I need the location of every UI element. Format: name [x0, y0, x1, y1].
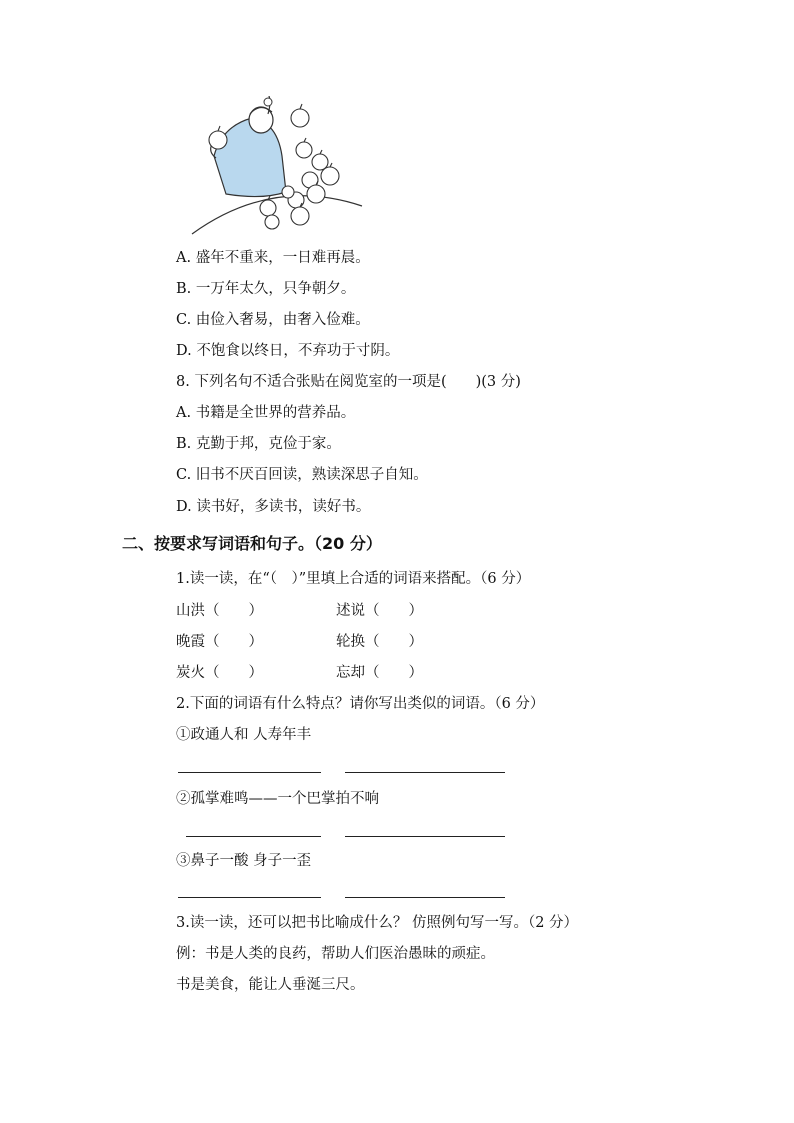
- s2-q3-example: 例：书是人类的良药，帮助人们医治愚昧的顽症。: [176, 946, 495, 962]
- s2-q1-left-2: 晚霞（ ）: [176, 634, 263, 650]
- answer-blank[interactable]: [345, 836, 505, 837]
- q8-option-d: D. 读书好，多读书，读好书。: [176, 499, 371, 515]
- s2-q2-item-1: ①政通人和 人寿年丰: [176, 727, 312, 743]
- answer-blank[interactable]: [178, 897, 321, 898]
- s2-q3-answer: 书是美食，能让人垂涎三尺。: [176, 977, 365, 993]
- answer-blank[interactable]: [345, 772, 505, 773]
- q7-option-c: C. 由俭入奢易，由奢入俭难。: [176, 312, 370, 328]
- s2-q2-stem: 2.下面的词语有什么特点？请你写出类似的词语。（6 分）: [176, 696, 545, 712]
- s2-q1-right-1: 述说（ ）: [336, 603, 423, 619]
- q7-option-a: A. 盛年不重来，一日难再晨。: [176, 250, 370, 266]
- s2-q1-left-1: 山洪（ ）: [176, 603, 263, 619]
- q8-option-a: A. 书籍是全世界的营养品。: [176, 405, 356, 421]
- man-with-apples-illustration: [182, 96, 372, 238]
- s2-q1-right-2: 轮换（ ）: [336, 634, 423, 650]
- s2-q3-stem: 3.读一读，还可以把书比喻成什么？ 仿照例句写一写。（2 分）: [176, 915, 579, 931]
- s2-q2-item-3: ③鼻子一酸 身子一歪: [176, 853, 312, 869]
- answer-blank[interactable]: [186, 836, 321, 837]
- q8-stem: 8. 下列名句不适合张贴在阅览室的一项是( )(3 分): [176, 374, 521, 390]
- q8-option-b: B. 克勤于邦，克俭于家。: [176, 436, 341, 452]
- q7-option-b: B. 一万年太久，只争朝夕。: [176, 281, 356, 297]
- s2-q2-item-2: ②孤掌难鸣——一个巴掌拍不响: [176, 791, 379, 807]
- s2-q1-right-3: 忘却（ ）: [336, 665, 423, 681]
- q8-option-c: C. 旧书不厌百回读，熟读深思子自知。: [176, 467, 428, 483]
- answer-blank[interactable]: [178, 772, 321, 773]
- section-2-title: 二、按要求写词语和句子。（20 分）: [122, 534, 382, 553]
- s2-q1-left-3: 炭火（ ）: [176, 665, 263, 681]
- answer-blank[interactable]: [345, 897, 505, 898]
- s2-q1-stem: 1.读一读，在“（ ）”里填上合适的词语来搭配。（6 分）: [176, 571, 531, 587]
- q7-option-d: D. 不饱食以终日，不弃功于寸阴。: [176, 343, 400, 359]
